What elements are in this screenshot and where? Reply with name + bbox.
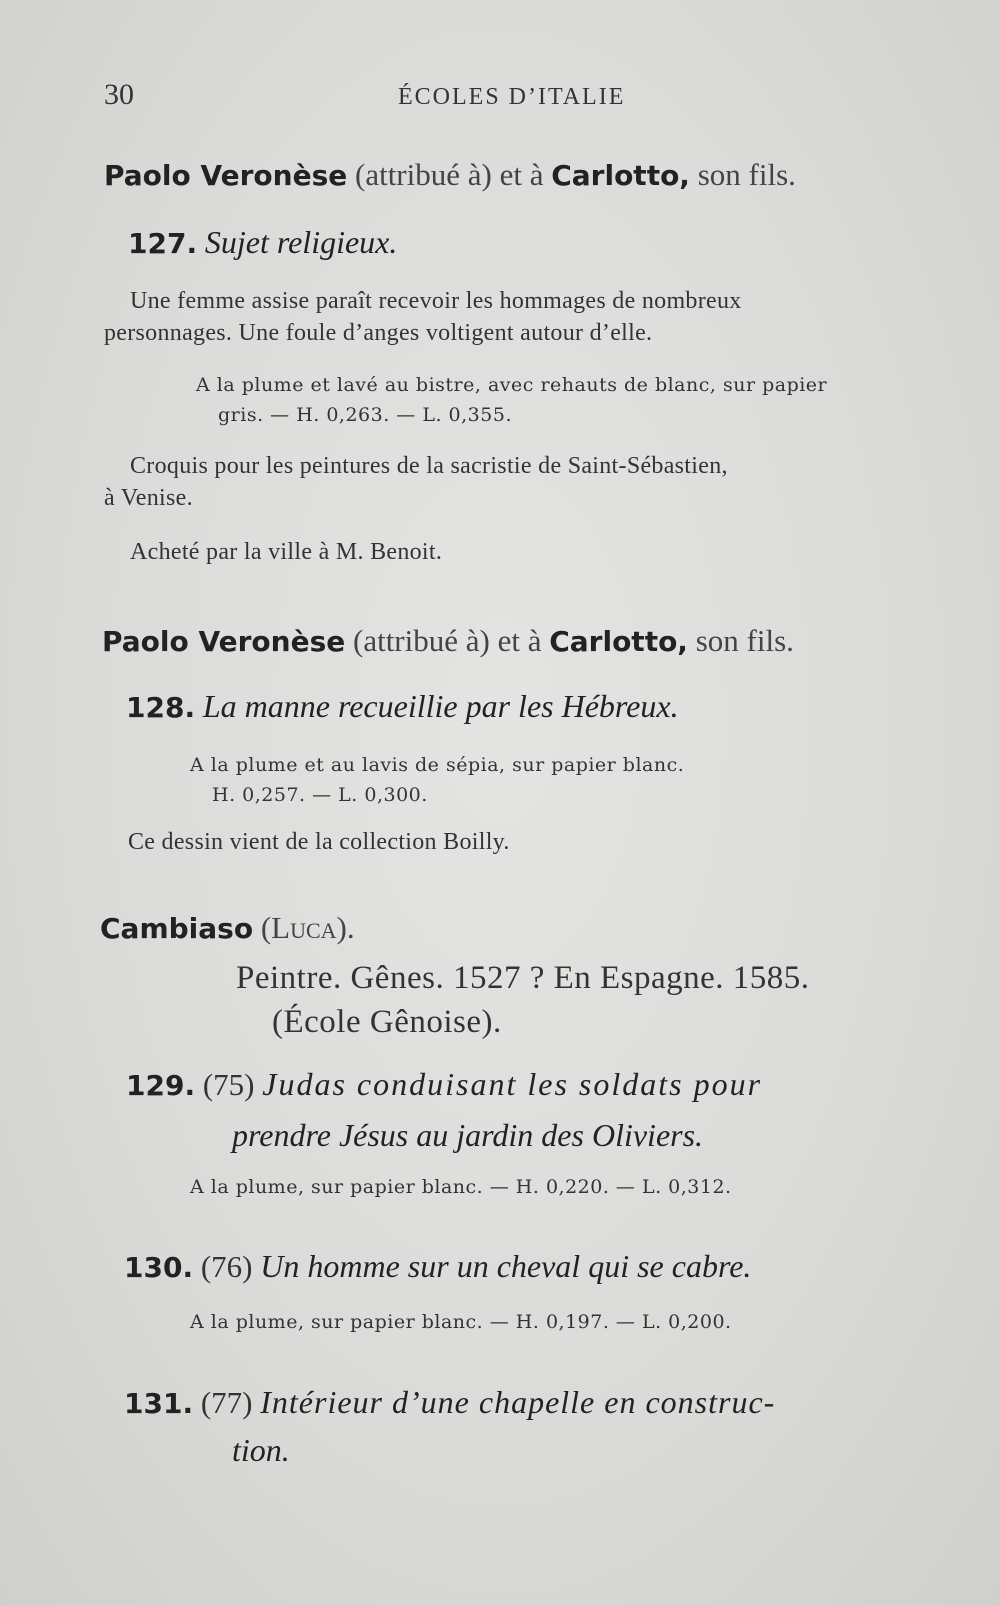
artist-heading — [100, 910, 355, 946]
entry-title-continued — [232, 1117, 703, 1154]
technique-line: gris. — H. 0,263. — L. 0,355. — [218, 404, 512, 426]
artist-first-name: (Luca). — [260, 910, 355, 945]
attribution: (attribué à) et à — [353, 623, 542, 658]
old-catalog-number: (77) — [200, 1385, 253, 1420]
bio-line: Peintre. Gênes. 1527 ? En Espagne. 1585. — [236, 960, 810, 996]
description-line: Une femme assise paraît recevoir les hommages de nombreux — [130, 288, 742, 314]
catalog-entry-128 — [126, 688, 679, 725]
attribution: (attribué à) et à — [355, 157, 544, 192]
entry-title: tion. — [232, 1432, 290, 1468]
entry-title: Intérieur d’une chapelle en construc- — [260, 1384, 776, 1420]
technique — [190, 750, 684, 810]
artist-name: Cambiaso — [100, 912, 254, 945]
artist-heading — [104, 157, 796, 193]
second-artist-name: Carlotto, — [549, 625, 688, 658]
entry-number: 131. — [124, 1387, 194, 1420]
note — [104, 450, 728, 514]
catalog-entry-127 — [128, 224, 397, 261]
note-line: à Venise. — [104, 485, 193, 511]
catalog-entry-130 — [124, 1248, 751, 1285]
old-catalog-number: (75) — [202, 1067, 255, 1102]
entry-number: 129. — [126, 1069, 196, 1102]
catalog-entry-131 — [124, 1384, 775, 1421]
entry-number: 127. — [128, 227, 198, 260]
old-catalog-number: (76) — [200, 1249, 253, 1284]
technique: A la plume, sur papier blanc. — H. 0,220. — L. 0,312. — [190, 1176, 732, 1198]
second-artist-name: Carlotto, — [551, 159, 690, 192]
note-line: Croquis pour les peintures de la sacristie de Saint-Sébastien, — [130, 453, 728, 479]
description — [104, 285, 742, 349]
technique — [196, 370, 827, 430]
running-header: ÉCOLES D’ITALIE — [398, 84, 626, 110]
artist-name: Paolo Veronèse — [102, 625, 346, 658]
technique-line: A la plume et lavé au bistre, avec rehauts de blanc, sur papier — [196, 374, 828, 396]
relation: son fils. — [697, 157, 796, 192]
artist-heading — [102, 623, 794, 659]
provenance: Ce dessin vient de la collection Boilly. — [128, 829, 510, 855]
bio-line: (École Gênoise). — [272, 1004, 502, 1040]
relation: son fils. — [695, 623, 794, 658]
entry-title: Sujet religieux. — [204, 224, 398, 260]
technique-line: A la plume et au lavis de sépia, sur papier blanc. — [190, 754, 685, 776]
entry-number: 130. — [124, 1251, 194, 1284]
description-line: personnages. Une foule d’anges voltigent autour d’elle. — [104, 320, 653, 346]
entry-title: La manne recueillie par les Hébreux. — [202, 688, 679, 724]
artist-name: Paolo Veronèse — [104, 159, 348, 192]
entry-number: 128. — [126, 691, 196, 724]
entry-title-continued — [232, 1432, 290, 1469]
entry-title: Un homme sur un cheval qui se cabre. — [260, 1248, 752, 1284]
artist-bio — [236, 956, 810, 1044]
provenance: Acheté par la ville à M. Benoit. — [130, 539, 443, 565]
entry-title: prendre Jésus au jardin des Oliviers. — [232, 1117, 704, 1153]
technique-line: H. 0,257. — L. 0,300. — [212, 784, 428, 806]
catalog-entry-129 — [126, 1066, 762, 1103]
entry-title: Judas conduisant les soldats pour — [262, 1066, 763, 1102]
technique: A la plume, sur papier blanc. — H. 0,197. — L. 0,200. — [190, 1311, 732, 1333]
page-number: 30 — [104, 78, 134, 111]
